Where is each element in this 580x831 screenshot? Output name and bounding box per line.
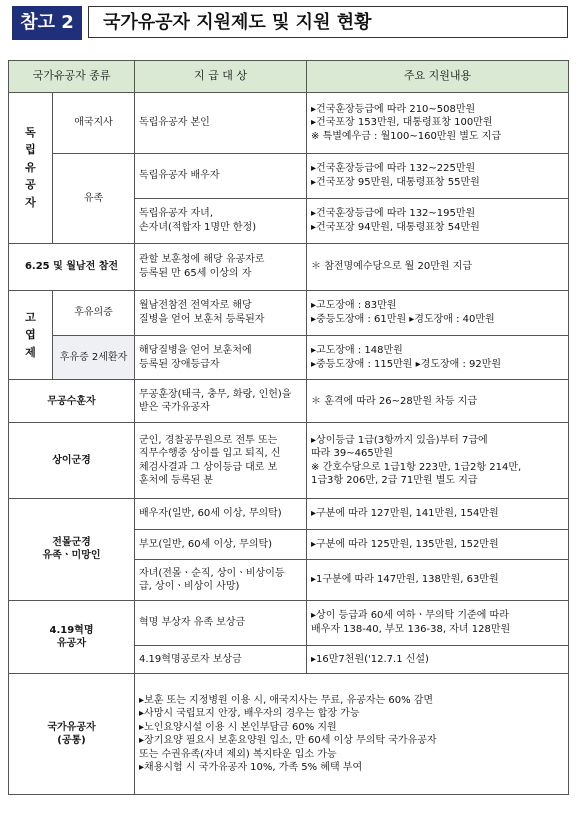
content-line: 또는 수권유족(자녀 제외) 복지타운 입소 가능	[139, 748, 337, 760]
page-title: 국가유공자 지원제도 및 지원 현황	[88, 6, 568, 38]
table-row	[9, 600, 569, 645]
support-table	[8, 60, 569, 795]
column-header-target: 지 급 대 상	[135, 61, 307, 93]
content-line: ▸건국훈장등급에 따라 132~225만원	[311, 163, 476, 175]
content-line: ＊ 훈격에 따라 26~28만원 차등 지급	[311, 395, 477, 407]
content-line: ▸건국훈장등급에 따라 132~195만원	[311, 208, 476, 220]
group-label-dokrip: 독 립 유 공 자	[9, 92, 53, 243]
content-line: ※ 간호수당으로 1급1항 223만, 1급2항 214만,	[311, 461, 522, 473]
content-cell	[307, 380, 569, 423]
content-cell	[307, 290, 569, 335]
content-cell	[307, 645, 569, 674]
group-label-gomyeop: 고 엽 제	[9, 290, 53, 380]
target-cell: 부모(일반, 60세 이상, 무의탁)	[135, 529, 307, 560]
content-line: ▸상이 등급과 60세 여하ㆍ무의탁 기준에 따라	[311, 610, 509, 622]
content-line: ▸1구분에 따라 147만원, 138만원, 63만원	[311, 574, 499, 586]
table-header-row	[9, 61, 569, 93]
target-cell: 독립유공자 본인	[135, 92, 307, 153]
content-line: ▸노인요양시설 이용 시 본인부담금 60% 지원	[139, 721, 337, 733]
table-row	[9, 498, 569, 529]
content-cell	[307, 335, 569, 380]
column-header-kind: 국가유공자 종류	[9, 61, 135, 93]
target-cell: 관할 보훈청에 해당 유공자로 등록된 만 65세 이상의 자	[135, 243, 307, 290]
content-line: ▸보훈 또는 지정병원 이용 시, 애국지사는 무료, 유공자는 60% 감면	[139, 694, 434, 706]
table-row	[9, 674, 569, 795]
content-line: ▸장기요양 필요시 보훈요양원 입소, 만 60세 이상 무의탁 국가유공자	[139, 735, 437, 747]
content-cell	[307, 153, 569, 198]
target-cell: 해당질병을 얻어 보훈처에 등록된 장애등급자	[135, 335, 307, 380]
table-row	[9, 335, 569, 380]
subtype-label: 후유증 2세환자	[53, 335, 135, 380]
page-header	[12, 6, 570, 40]
target-cell: 혁명 부상자 유족 보상금	[135, 600, 307, 645]
reference-badge: 참고 2	[12, 6, 82, 40]
content-line: ▸건국포장 95만원, 대통령표창 55만원	[311, 176, 480, 188]
target-cell: 독립유공자 배우자	[135, 153, 307, 198]
target-cell: 무공훈장(태극, 충무, 화랑, 인헌)을 받은 국가유공자	[135, 380, 307, 423]
kind-label: 무공수훈자	[9, 380, 135, 423]
content-line: ▸16만7천원('12.7.1 신설)	[311, 653, 429, 665]
content-line: ※ 특별예우금 : 월100~160만원 별도 지급	[311, 130, 502, 142]
target-cell: 군인, 경찰공무원으로 전투 또는 직무수행중 상이를 입고 퇴직, 신 체검사결과 그 상이등급 대로 보 훈처에 등록된 분	[135, 423, 307, 499]
content-cell	[307, 600, 569, 645]
content-line: ▸고도장애 : 83만원	[311, 300, 397, 312]
target-cell: 배우자(일반, 60세 이상, 무의탁)	[135, 498, 307, 529]
content-cell	[307, 529, 569, 560]
subtype-label: 유족	[53, 153, 135, 243]
content-line: ▸건국포장 153만원, 대통령표창 100만원	[311, 117, 493, 129]
content-line: ▸구분에 따라 127만원, 141만원, 154만원	[311, 507, 499, 519]
content-line: ▸고도장애 : 148만원	[311, 345, 403, 357]
content-line: ▸사망시 국립묘지 안장, 배우자의 경우는 합장 가능	[139, 708, 360, 720]
content-line: ▸채용시험 시 국가유공자 10%, 가족 5% 혜택 부여	[139, 762, 363, 774]
table-row	[9, 290, 569, 335]
content-cell	[307, 243, 569, 290]
content-line: ▸구분에 따라 125만원, 135만원, 152만원	[311, 538, 499, 550]
content-cell	[307, 198, 569, 243]
kind-label: 6.25 및 월남전 참전	[9, 243, 135, 290]
content-line: 따라 39~465만원	[311, 448, 394, 460]
support-table-wrapper	[8, 60, 568, 795]
table-row	[9, 92, 569, 153]
content-line: ▸중등도장애 : 115만원 ▸경도장애 : 92만원	[311, 358, 502, 370]
table-row	[9, 243, 569, 290]
kind-label: 상이군경	[9, 423, 135, 499]
table-row	[9, 380, 569, 423]
content-cell	[307, 92, 569, 153]
content-line: ▸상이등급 1급(3항까지 있음)부터 7급에	[311, 434, 488, 446]
subtype-label: 후유의증	[53, 290, 135, 335]
table-row	[9, 423, 569, 499]
content-cell	[307, 498, 569, 529]
target-cell: 4.19혁명공로자 보상금	[135, 645, 307, 674]
target-cell: 독립유공자 자녀, 손자녀(적합자 1명만 한정)	[135, 198, 307, 243]
kind-label: 전몰군경 유족ㆍ미망인	[9, 498, 135, 600]
kind-label: 4.19혁명 유공자	[9, 600, 135, 673]
content-cell	[135, 674, 569, 795]
content-cell	[307, 423, 569, 499]
content-line: ▸건국포장 94만원, 대통령표창 54만원	[311, 221, 480, 233]
content-line: ＊ 참전명예수당으로 월 20만원 지급	[311, 260, 473, 272]
subtype-label: 애국지사	[53, 92, 135, 153]
content-line: ▸중등도장애 : 61만원 ▸경도장애 : 40만원	[311, 313, 495, 325]
content-line: 배우자 138-40, 부모 136-38, 자녀 128만원	[311, 623, 511, 635]
kind-label: 국가유공자 (공통)	[9, 674, 135, 795]
target-cell: 월남전참전 전역자로 해당 질병을 얻어 보훈처 등록된자	[135, 290, 307, 335]
content-cell	[307, 560, 569, 601]
content-line: ▸건국훈장등급에 따라 210~508만원	[311, 103, 476, 115]
column-header-content: 주요 지원내용	[307, 61, 569, 93]
target-cell: 자녀(전몰ㆍ순직, 상이ㆍ비상이등 급, 상이ㆍ비상이 사망)	[135, 560, 307, 601]
table-row	[9, 153, 569, 198]
content-line: 1급3항 206만, 2급 71만원 별도 지급	[311, 475, 478, 487]
